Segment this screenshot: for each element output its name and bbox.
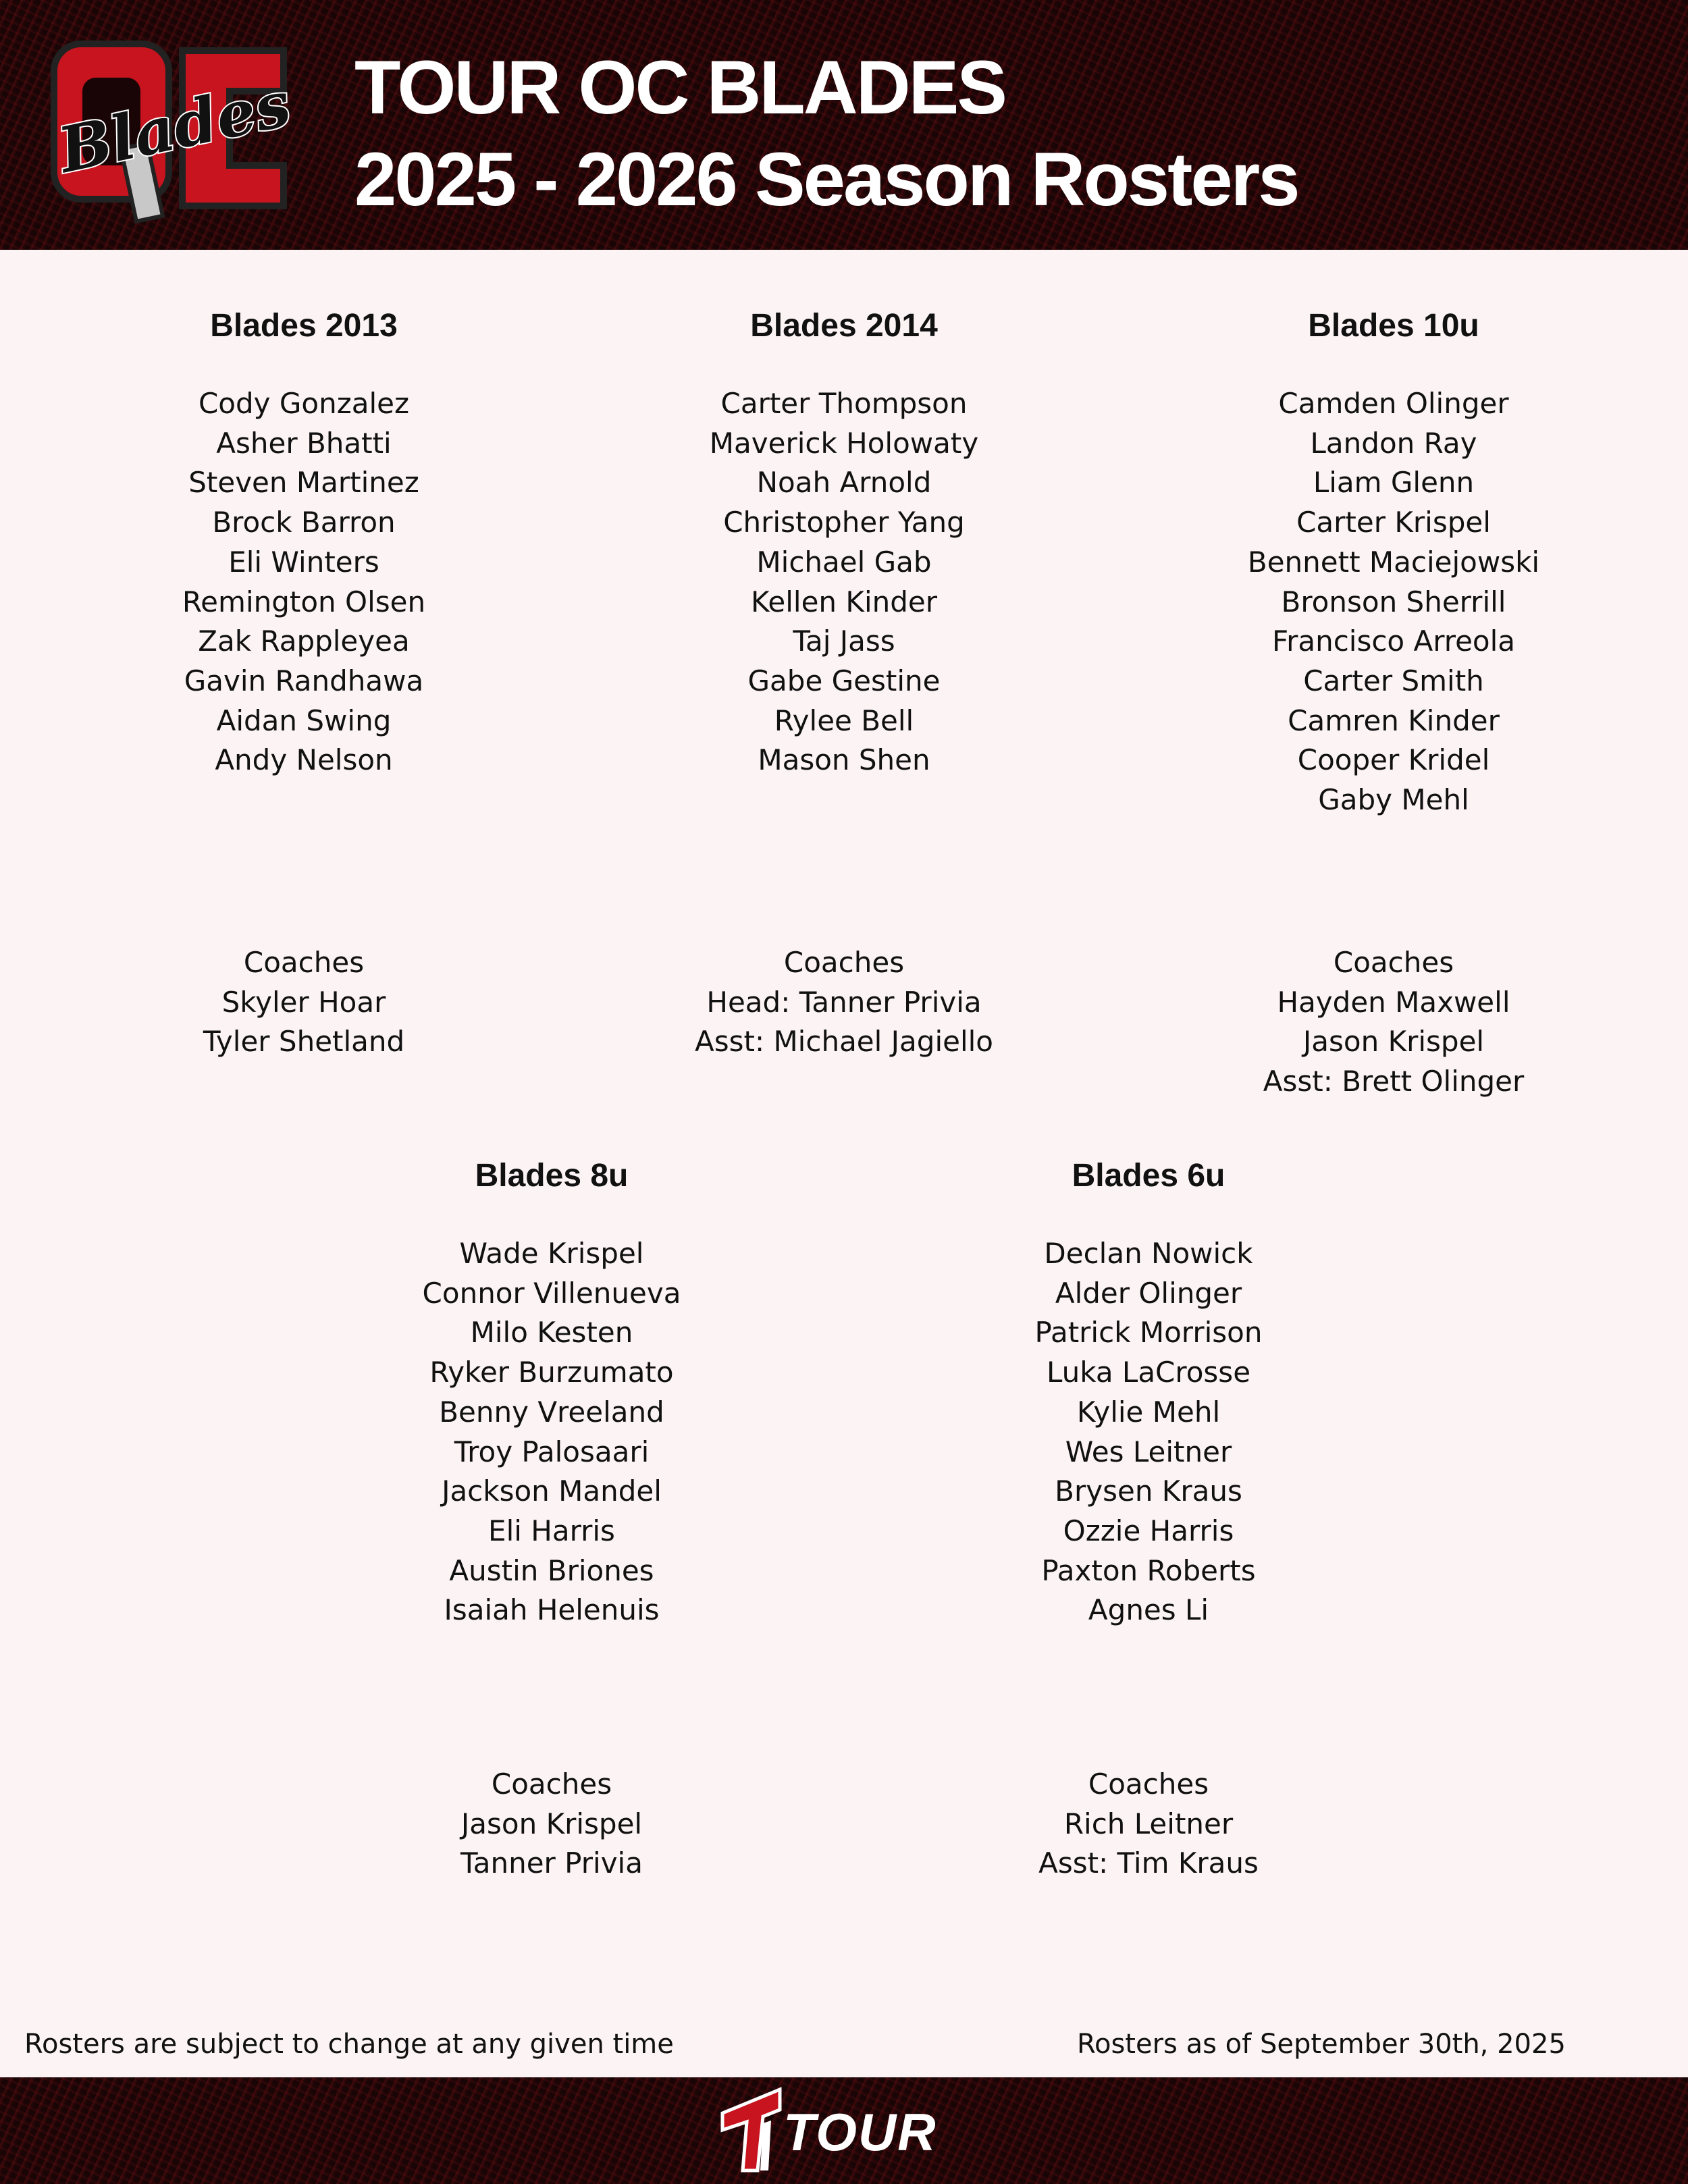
player-name: Maverick Holowaty [709, 426, 979, 460]
coach-name: Jason Krispel [1302, 1025, 1485, 1059]
coach-name: Asst: Michael Jagiello [694, 1025, 993, 1059]
player-name: Eli Harris [488, 1514, 615, 1547]
team-name: Blades 6u [1072, 1158, 1225, 1194]
coach-name: Tanner Privia [460, 1846, 643, 1880]
player-name: Kylie Mehl [1076, 1395, 1221, 1429]
roster-date-text: Rosters as of September 30th, 2025 [1077, 2029, 1566, 2060]
coach-name: Asst: Brett Olinger [1263, 1065, 1525, 1098]
player-name: Bronson Sherrill [1281, 585, 1506, 618]
player-name: Francisco Arreola [1271, 624, 1516, 658]
coach-name: Head: Tanner Privia [706, 985, 982, 1019]
page-title [354, 42, 1298, 225]
coaches-heading: Coaches [1088, 1767, 1209, 1801]
player-name: Agnes Li [1088, 1593, 1209, 1627]
coaches-list [1157, 943, 1630, 1102]
tour-brand-text: TOUR [783, 2102, 937, 2162]
player-name: Declan Nowick [1044, 1237, 1253, 1270]
player-name: Gaby Mehl [1318, 783, 1469, 817]
player-name: Brysen Kraus [1055, 1474, 1242, 1508]
player-name: Carter Krispel [1296, 506, 1491, 539]
coach-name: Jason Krispel [460, 1807, 643, 1840]
player-name: Eli Winters [228, 545, 379, 579]
team-name: Blades 8u [475, 1158, 629, 1194]
team-name: Blades 2014 [750, 308, 938, 344]
player-name: Christopher Yang [723, 506, 965, 539]
player-name: Steven Martinez [188, 466, 419, 500]
player-name: Wes Leitner [1065, 1435, 1232, 1468]
player-name: Paxton Roberts [1041, 1553, 1256, 1587]
player-name: Remington Olsen [182, 585, 426, 618]
player-name: Camren Kinder [1288, 703, 1500, 737]
tour-logo [716, 2083, 979, 2177]
coaches-heading: Coaches [491, 1767, 612, 1801]
player-name: Andy Nelson [215, 743, 393, 777]
player-name: Isaiah Helenuis [444, 1593, 660, 1627]
player-name: Jackson Mandel [442, 1474, 662, 1508]
player-name: Benny Vreeland [439, 1395, 664, 1429]
player-name: Aidan Swing [216, 703, 392, 737]
player-name: Asher Bhatti [216, 426, 392, 460]
team-column-blades-2013 [68, 307, 540, 1059]
player-name: Liam Glenn [1313, 466, 1475, 500]
coach-name: Hayden Maxwell [1277, 985, 1510, 1019]
player-name: Alder Olinger [1055, 1276, 1242, 1310]
coach-name: Skyler Hoar [221, 985, 386, 1019]
player-name: Carter Thompson [720, 387, 968, 420]
player-name: Bennett Maciejowski [1247, 545, 1540, 579]
team-column-blades-6u [912, 1156, 1385, 1880]
team-column-blades-10u [1157, 307, 1630, 1098]
player-name: Noah Arnold [756, 466, 932, 500]
player-name: Ryker Burzumato [429, 1356, 674, 1389]
title-line-2: 2025 - 2026 Season Rosters [354, 137, 1298, 221]
player-name: Brock Barron [212, 506, 396, 539]
coaches-list [912, 1765, 1385, 1884]
coaches-heading: Coaches [243, 946, 365, 979]
team-column-blades-8u [315, 1156, 788, 1880]
coach-name: Rich Leitner [1063, 1807, 1234, 1840]
player-list [1157, 384, 1630, 820]
player-name: Rylee Bell [774, 703, 914, 737]
coaches-list [68, 943, 540, 1062]
player-list [68, 384, 540, 780]
player-name: Gabe Gestine [747, 664, 941, 697]
coaches-heading: Coaches [783, 946, 905, 979]
player-name: Wade Krispel [459, 1237, 644, 1270]
player-name: Milo Kesten [470, 1316, 633, 1350]
player-list [315, 1234, 788, 1630]
player-name: Landon Ray [1310, 426, 1477, 460]
oc-blades-logo [47, 30, 304, 233]
team-name: Blades 10u [1308, 308, 1479, 344]
player-list [912, 1234, 1385, 1630]
coach-name: Tyler Shetland [203, 1025, 405, 1059]
player-name: Patrick Morrison [1034, 1316, 1263, 1350]
team-column-blades-2014 [608, 307, 1080, 1059]
team-name: Blades 2013 [210, 308, 398, 344]
coaches-heading: Coaches [1333, 946, 1454, 979]
player-name: Kellen Kinder [750, 585, 938, 618]
coaches-list [315, 1765, 788, 1884]
disclaimer-text: Rosters are subject to change at any given time [24, 2029, 674, 2060]
player-list [608, 384, 1080, 780]
logo-script-text: Blades [52, 67, 297, 188]
player-name: Austin Briones [449, 1553, 654, 1587]
player-name: Cody Gonzalez [198, 387, 410, 420]
player-name: Troy Palosaari [454, 1435, 650, 1468]
player-name: Cooper Kridel [1297, 743, 1490, 777]
player-name: Michael Gab [756, 545, 932, 579]
player-name: Ozzie Harris [1063, 1514, 1234, 1547]
coach-name: Asst: Tim Kraus [1038, 1846, 1259, 1880]
title-line-1: TOUR OC BLADES [354, 45, 1005, 130]
player-name: Connor Villenueva [422, 1276, 681, 1310]
player-name: Luka LaCrosse [1046, 1356, 1251, 1389]
player-name: Taj Jass [793, 624, 895, 658]
player-name: Carter Smith [1303, 664, 1484, 697]
player-name: Gavin Randhawa [184, 664, 424, 697]
coaches-list [608, 943, 1080, 1062]
player-name: Zak Rappleyea [198, 624, 410, 658]
player-name: Camden Olinger [1278, 387, 1509, 420]
player-name: Mason Shen [758, 743, 930, 777]
